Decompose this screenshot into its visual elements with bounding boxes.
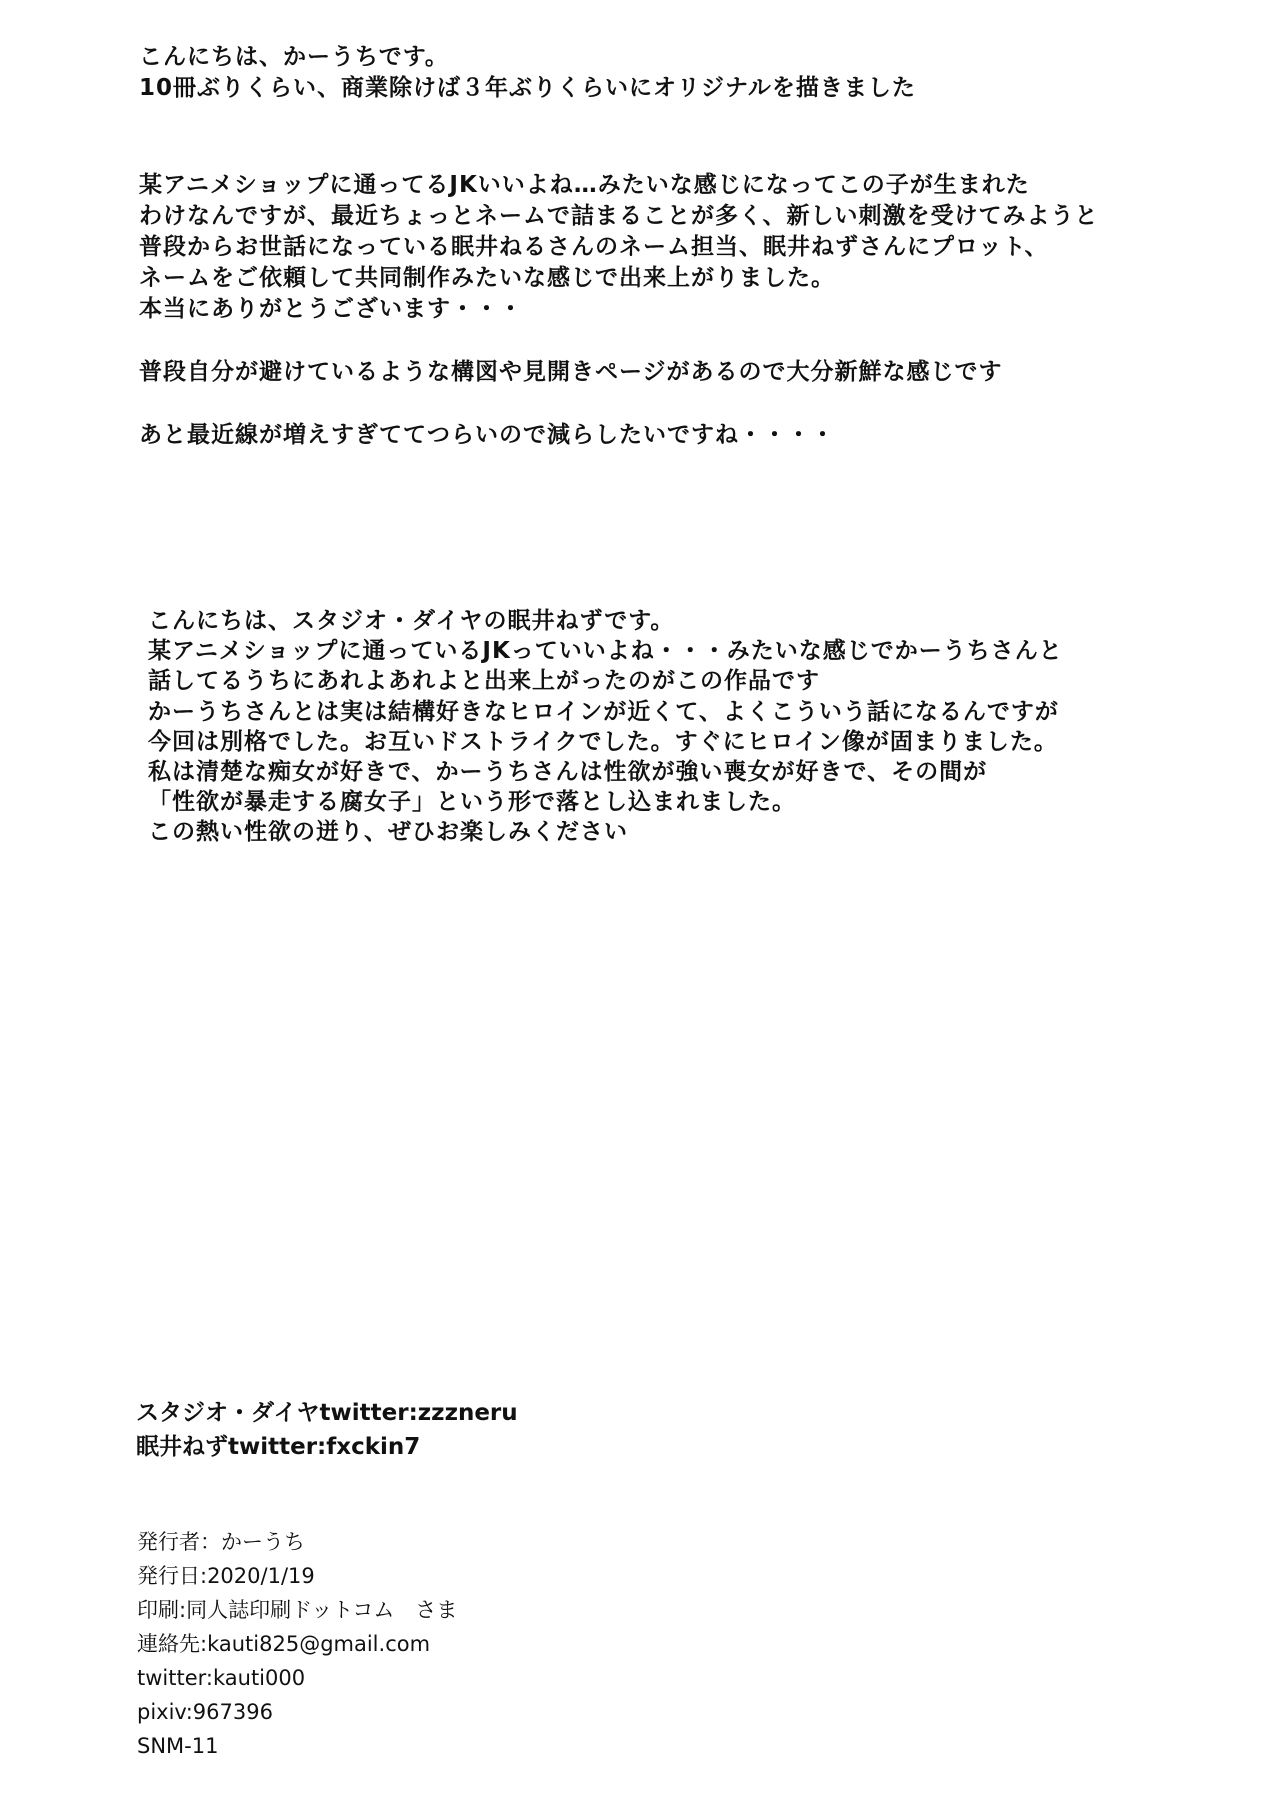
author-greeting: こんにちは、かーうちです。 (139, 44, 449, 70)
colophon-publisher: 発行者：かーうち (137, 1530, 305, 1554)
writer-note-line: 某アニメショップに通っているJKっていいよね・・・みたいな感じでかーうちさんと (148, 638, 1063, 665)
author-paragraph-line: ネームをご依頼して共同制作みたいな感じで出来上がりました。 (139, 265, 835, 291)
writer-afterword (148, 606, 1063, 848)
writer-note-line: 私は清楚な痴女が好きで、かーうちさんは性欲が強い喪女が好きで、その間が (148, 759, 988, 786)
colophon-contact: 連絡先:kauti825@gmail.com (137, 1632, 431, 1656)
writer-note-line: かーうちさんとは実は結構好きなヒロインが近くて、よくこういう話になるんですが (148, 698, 1059, 725)
author-paragraph-line: 某アニメショップに通ってるJKいいよね…みたいな感じになってこの子が生まれた (139, 172, 1030, 198)
writer-note-line: 今回は別格でした。お互いドストライクでした。すぐにヒロイン像が固まりました。 (148, 728, 1058, 755)
colophon-code: SNM-11 (137, 1734, 219, 1758)
colophon-twitter: twitter:kauti000 (137, 1666, 306, 1690)
social-accounts (136, 1396, 518, 1464)
colophon-printer: 印刷:同人誌印刷ドットコム さま (137, 1598, 458, 1622)
writer-note-line: 話してるうちにあれよあれよと出来上がったのがこの作品です (148, 668, 820, 695)
writer-twitter: 眠井ねずtwitter:fxckin7 (136, 1434, 421, 1460)
author-lines-note: あと最近線が増えすぎててつらいので減らしたいですね・・・・ (139, 422, 835, 448)
studio-twitter: スタジオ・ダイヤtwitter:zzzneru (136, 1400, 518, 1426)
author-composition-note: 普段自分が避けているような構図や見開きページがあるので大分新鮮な感じです (139, 359, 1003, 385)
author-paragraph-line: わけなんですが、最近ちょっとネームで詰まることが多く、新しい刺激を受けてみようと (139, 203, 1099, 229)
writer-note-line: この熱い性欲の迸り、ぜひお楽しみください (148, 819, 628, 846)
writer-note-line: こんにちは、スタジオ・ダイヤの眠井ねずです。 (148, 608, 675, 634)
colophon (137, 1525, 457, 1763)
author-paragraph-line: 本当にありがとうございます・・・ (139, 296, 523, 322)
author-intro: 10冊ぶりくらい、商業除けば３年ぶりくらいにオリジナルを描きました (139, 75, 916, 101)
colophon-pixiv: pixiv:967396 (137, 1700, 273, 1724)
colophon-date: 発行日:2020/1/19 (137, 1564, 315, 1588)
author-afterword (139, 42, 1099, 451)
author-paragraph-line: 普段からお世話になっている眠井ねるさんのネーム担当、眠井ねずさんにプロット、 (139, 234, 1049, 260)
writer-note-line: 「性欲が暴走する腐女子」という形で落とし込まれました。 (148, 789, 796, 816)
